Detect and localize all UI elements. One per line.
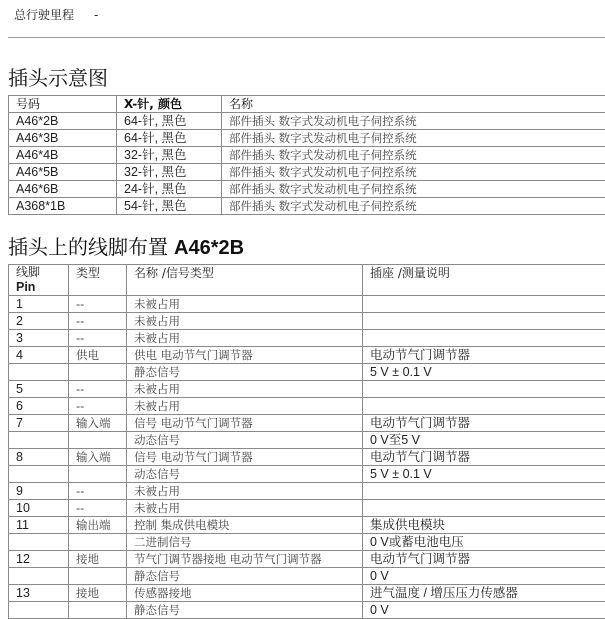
connector-row: [9, 147, 605, 164]
pin-socket: 5 V ± 0.1 V: [363, 364, 605, 381]
pinout-title-text: 插头上的线脚布置: [8, 235, 168, 259]
pin-row: [9, 398, 605, 415]
pin-assignment-table: [8, 264, 605, 619]
col-signal: 名称 /信号类型: [127, 265, 363, 296]
col-pin: [9, 265, 69, 296]
pin-type: 供电: [69, 347, 127, 364]
pin-signal: 信号 电动节气门调节器: [127, 415, 363, 432]
pin-type: [69, 534, 127, 551]
pin-signal: 静态信号: [127, 602, 363, 619]
pin-row: [9, 432, 605, 449]
pin-type: --: [69, 381, 127, 398]
pin-number: 7: [9, 415, 69, 432]
pin-signal: 动态信号: [127, 466, 363, 483]
pin-signal: 未被占用: [127, 483, 363, 500]
pin-number: [9, 364, 69, 381]
connector-code: A46*4B: [9, 147, 117, 164]
pin-number: 2: [9, 313, 69, 330]
pin-row: [9, 296, 605, 313]
pin-type: 输入端: [69, 415, 127, 432]
pin-row: [9, 585, 605, 602]
connector-name: 部件插头 数字式发动机电子伺控系统: [222, 164, 605, 181]
pin-signal: 未被占用: [127, 330, 363, 347]
pin-row: [9, 568, 605, 585]
connector-code: A46*3B: [9, 130, 117, 147]
pin-type: 输出端: [69, 517, 127, 534]
pin-type: [69, 602, 127, 619]
col-pin-zh: 线脚: [16, 265, 40, 279]
pin-number: [9, 602, 69, 619]
pin-row: [9, 517, 605, 534]
connector-name: 部件插头 数字式发动机电子伺控系统: [222, 130, 605, 147]
pin-signal: 二进制信号: [127, 534, 363, 551]
pin-socket: 电动节气门调节器: [363, 347, 605, 364]
pin-row: [9, 381, 605, 398]
pin-socket: 0 V: [363, 602, 605, 619]
pin-row: [9, 483, 605, 500]
pin-socket: 电动节气门调节器: [363, 415, 605, 432]
mileage-value: -: [94, 8, 98, 22]
pin-type: 接地: [69, 585, 127, 602]
pin-signal: 未被占用: [127, 313, 363, 330]
pin-socket: 进气温度 / 增压压力传感器: [363, 585, 605, 602]
pin-row: [9, 534, 605, 551]
pin-row: [9, 551, 605, 568]
pinout-connector-code: A46*2B: [174, 237, 244, 259]
connector-code: A46*6B: [9, 181, 117, 198]
mileage-line: [14, 6, 98, 23]
connector-row: [9, 113, 605, 130]
pin-row: [9, 415, 605, 432]
pin-type: --: [69, 500, 127, 517]
pin-number: 6: [9, 398, 69, 415]
pin-row: [9, 449, 605, 466]
connector-row: [9, 164, 605, 181]
pin-type: --: [69, 313, 127, 330]
pin-signal: 未被占用: [127, 381, 363, 398]
col-socket: 插座 /测量说明: [363, 265, 605, 296]
pin-type: [69, 568, 127, 585]
col-pins-color: X-针, 颜色: [117, 96, 222, 113]
pin-socket: 集成供电模块: [363, 517, 605, 534]
pin-signal: 未被占用: [127, 500, 363, 517]
connector-name: 部件插头 数字式发动机电子伺控系统: [222, 198, 605, 215]
pin-row: [9, 500, 605, 517]
connector-pins: 32-针, 黑色: [117, 147, 222, 164]
connector-name: 部件插头 数字式发动机电子伺控系统: [222, 181, 605, 198]
connector-pins: 24-针, 黑色: [117, 181, 222, 198]
pin-socket: 0 V至5 V: [363, 432, 605, 449]
pin-socket: [363, 313, 605, 330]
connector-pins: 64-针, 黑色: [117, 130, 222, 147]
pin-number: [9, 466, 69, 483]
pin-number: 5: [9, 381, 69, 398]
pin-number: 4: [9, 347, 69, 364]
pin-number: 3: [9, 330, 69, 347]
connector-table: [8, 95, 605, 215]
col-pin-en: Pin: [16, 280, 35, 294]
connector-code: A46*2B: [9, 113, 117, 130]
pin-signal: 静态信号: [127, 568, 363, 585]
col-type: 类型: [69, 265, 127, 296]
pin-socket: [363, 381, 605, 398]
pin-row: [9, 313, 605, 330]
pin-signal: 静态信号: [127, 364, 363, 381]
connector-row: [9, 181, 605, 198]
pinout-title: [8, 231, 244, 260]
pin-number: 1: [9, 296, 69, 313]
pin-type: --: [69, 398, 127, 415]
connector-overview-title: 插头示意图: [8, 62, 108, 91]
pin-number: [9, 432, 69, 449]
pin-socket: [363, 500, 605, 517]
pin-type: [69, 364, 127, 381]
connector-pins: 32-针, 黑色: [117, 164, 222, 181]
col-code: 号码: [9, 96, 117, 113]
pin-row: [9, 347, 605, 364]
pin-socket: 电动节气门调节器: [363, 551, 605, 568]
pin-socket: 5 V ± 0.1 V: [363, 466, 605, 483]
pin-row: [9, 330, 605, 347]
connector-table-header: [9, 96, 605, 113]
connector-code: A46*5B: [9, 164, 117, 181]
pin-signal: 未被占用: [127, 398, 363, 415]
pin-row: [9, 364, 605, 381]
pin-signal: 节气门调节器接地 电动节气门调节器: [127, 551, 363, 568]
pin-signal: 控制 集成供电模块: [127, 517, 363, 534]
pin-type: --: [69, 296, 127, 313]
pin-table-header: [9, 265, 605, 296]
pin-signal: 未被占用: [127, 296, 363, 313]
pin-socket: 0 V或蓄电池电压: [363, 534, 605, 551]
mileage-label: 总行驶里程: [14, 8, 74, 22]
pin-signal: 信号 电动节气门调节器: [127, 449, 363, 466]
pin-row: [9, 602, 605, 619]
pin-type: [69, 466, 127, 483]
pin-number: 9: [9, 483, 69, 500]
connector-pins: 64-针, 黑色: [117, 113, 222, 130]
pin-socket: [363, 483, 605, 500]
pin-type: --: [69, 483, 127, 500]
pin-socket: [363, 330, 605, 347]
pin-socket: [363, 398, 605, 415]
pin-number: 8: [9, 449, 69, 466]
pin-number: 10: [9, 500, 69, 517]
connector-name: 部件插头 数字式发动机电子伺控系统: [222, 113, 605, 130]
pin-signal: 传感器接地: [127, 585, 363, 602]
pin-number: 13: [9, 585, 69, 602]
pin-row: [9, 466, 605, 483]
connector-pins: 54-针, 黑色: [117, 198, 222, 215]
pin-type: [69, 432, 127, 449]
pin-type: 输入端: [69, 449, 127, 466]
pin-socket: 0 V: [363, 568, 605, 585]
pin-number: [9, 534, 69, 551]
pin-number: 11: [9, 517, 69, 534]
pin-number: 12: [9, 551, 69, 568]
pin-socket: 电动节气门调节器: [363, 449, 605, 466]
connector-row: [9, 130, 605, 147]
connector-code: A368*1B: [9, 198, 117, 215]
connector-name: 部件插头 数字式发动机电子伺控系统: [222, 147, 605, 164]
header-divider: [8, 37, 605, 38]
pin-signal: 动态信号: [127, 432, 363, 449]
pin-signal: 供电 电动节气门调节器: [127, 347, 363, 364]
pin-type: 接地: [69, 551, 127, 568]
pin-number: [9, 568, 69, 585]
connector-row: [9, 198, 605, 215]
pin-socket: [363, 296, 605, 313]
pin-type: --: [69, 330, 127, 347]
col-name: 名称: [222, 96, 605, 113]
